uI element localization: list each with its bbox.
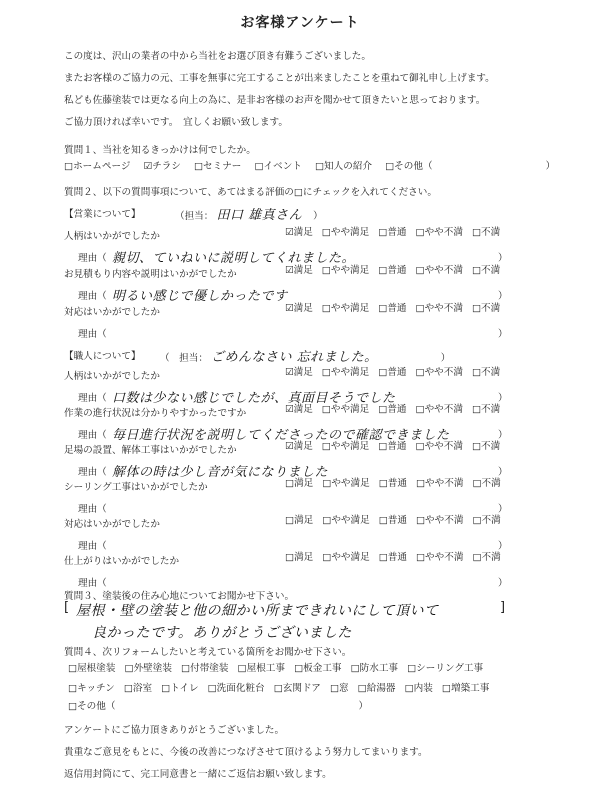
sales-rating-3 bbox=[285, 300, 509, 314]
sales-reason-label-2: 理由（ bbox=[78, 291, 107, 302]
craft-rating-6-option-3[interactable]: □普通 bbox=[378, 552, 407, 563]
sales-rating-1-option-4[interactable]: □やや不満 bbox=[415, 227, 463, 238]
craft-rating-2-option-2[interactable]: □やや満足 bbox=[321, 404, 370, 415]
sales-rating-1-option-3[interactable]: □普通 bbox=[378, 227, 407, 238]
sales-rating-1-option-5[interactable]: □不満 bbox=[471, 227, 501, 238]
q1-option-homepage[interactable]: □ホームページ bbox=[64, 161, 131, 172]
q4-option-roof-work[interactable]: □屋根工事 bbox=[237, 663, 285, 674]
q4-option-entrance-door[interactable]: □玄関ドア bbox=[273, 683, 321, 694]
q1-option-other[interactable]: □その他（ bbox=[385, 161, 433, 172]
craft-rating-1-satisfied[interactable]: ☑満足 bbox=[285, 367, 313, 378]
q4-row-2 bbox=[68, 680, 489, 694]
craft-rating-1 bbox=[285, 364, 509, 378]
craft-rating-4-option-4[interactable]: □やや不満 bbox=[415, 478, 464, 489]
craft-reason-close-5: ） bbox=[498, 541, 508, 552]
craft-staff-handwriting: ごめんなさい 忘れました。 bbox=[211, 350, 378, 365]
craft-reason-label-6: 理由（ bbox=[78, 578, 107, 589]
sales-reason-handwriting-2: 明るい感じで優しかったです bbox=[112, 289, 288, 304]
craft-rating-3 bbox=[285, 438, 509, 452]
craft-rating-4-satisfied[interactable]: □満足 bbox=[285, 478, 314, 489]
sales-rating-3-option-5[interactable]: □不満 bbox=[471, 303, 501, 314]
sales-rating-3-option-4[interactable]: □やや不満 bbox=[415, 303, 463, 314]
sales-reason-handwriting-1: 親切、ていねいに説明してくれました。 bbox=[112, 251, 356, 266]
sales-staff-handwriting: 田口 雄真さん bbox=[216, 208, 303, 223]
sales-staff-close: ） bbox=[313, 211, 323, 222]
craft-reason-close-6: ） bbox=[498, 578, 508, 589]
q3-bracket-close: ] bbox=[500, 600, 506, 615]
q1-option-event[interactable]: □イベント bbox=[254, 161, 302, 172]
craft-rating-1-option-2[interactable]: □やや満足 bbox=[321, 367, 370, 378]
q1-option-other-close: ） bbox=[545, 161, 556, 172]
q3-label: 質問３、塗装後の住み心地についてお聞かせ下さい。 bbox=[64, 591, 295, 602]
sales-question-3: 対応はいかがでしたか bbox=[64, 307, 160, 318]
sales-rating-2-satisfied[interactable]: ☑満足 bbox=[285, 265, 313, 276]
craft-rating-3-option-5[interactable]: □不満 bbox=[471, 441, 501, 452]
craft-rating-3-option-2[interactable]: □やや満足 bbox=[321, 441, 370, 452]
craft-staff-label: （ 担当： bbox=[160, 353, 208, 364]
craft-question-4: シーリング工事はいかがでしたか bbox=[64, 482, 208, 493]
q4-label: 質問４、次リフォームしたいと考えている箇所をお聞かせ下さい。 bbox=[64, 647, 352, 658]
q3-answer-line-2: 良かったです。ありがとうございました bbox=[92, 625, 352, 641]
sales-rating-3-option-2[interactable]: □やや満足 bbox=[321, 303, 370, 314]
sales-rating-1-option-2[interactable]: □やや満足 bbox=[321, 227, 370, 238]
q3-answer-line-1: 屋根・壁の塗装と他の細かい所まできれいにして頂いて bbox=[76, 603, 439, 619]
craft-reason-handwriting-3: 解体の時は少し音が気になりました bbox=[112, 465, 329, 480]
q4-option-vanity[interactable]: □洗面化粧台 bbox=[207, 683, 265, 694]
craft-rating-6-option-2[interactable]: □やや満足 bbox=[322, 552, 370, 563]
craft-rating-3-option-4[interactable]: □やや不満 bbox=[415, 441, 463, 452]
craft-reason-label-3: 理由（ bbox=[78, 467, 107, 478]
sales-rating-3-satisfied[interactable]: ☑満足 bbox=[285, 303, 313, 314]
q4-option-other[interactable]: □その他（ bbox=[68, 701, 116, 712]
q1-options bbox=[64, 158, 555, 172]
closing-line-3: 返信用封筒にて、完工同意書と一緒にご返信お願い致します。 bbox=[64, 769, 332, 780]
craft-rating-1-option-5[interactable]: □不満 bbox=[471, 367, 501, 378]
sales-staff bbox=[175, 204, 323, 223]
craft-question-5: 対応はいかがでしたか bbox=[64, 519, 160, 530]
craft-rating-3-satisfied[interactable]: ☑満足 bbox=[285, 441, 313, 452]
craft-rating-3-option-3[interactable]: □普通 bbox=[378, 441, 407, 452]
closing-line-1: アンケートにご協力頂きありがとうございました。 bbox=[64, 725, 285, 736]
closing-line-2: 貴重なご意見をもとに、今後の改善につなげさせて頂けるよう努力してまいります。 bbox=[64, 747, 428, 758]
craft-reason-label-1: 理由（ bbox=[78, 393, 107, 404]
craft-heading: 【職人について】 bbox=[64, 351, 141, 362]
q1-option-flyer[interactable]: ☑チラシ bbox=[143, 161, 181, 172]
q4-option-sheet-metal[interactable]: □板金工事 bbox=[294, 663, 342, 674]
craft-rating-5-option-2[interactable]: □やや満足 bbox=[322, 515, 370, 526]
craft-rating-2-option-5[interactable]: □不満 bbox=[471, 404, 501, 415]
craft-reason-label-5: 理由（ bbox=[78, 541, 107, 552]
sales-rating-1-satisfied[interactable]: ☑満足 bbox=[285, 227, 313, 238]
sales-question-2: お見積もり内容や説明はいかがでしたか bbox=[64, 269, 237, 280]
sales-reason-close-3: ） bbox=[498, 329, 508, 340]
craft-question-1: 人柄はいかがでしたか bbox=[64, 371, 160, 382]
q4-option-waterproof[interactable]: □防水工事 bbox=[350, 663, 399, 674]
craft-reason-label-4: 理由（ bbox=[78, 504, 107, 515]
sales-rating-2-option-2[interactable]: □やや満足 bbox=[321, 265, 370, 276]
craft-rating-2-satisfied[interactable]: ☑満足 bbox=[285, 404, 313, 415]
craft-reason-handwriting-1: 口数は少ない感じでしたが、真面目そうでした bbox=[112, 391, 396, 406]
q1-option-seminar[interactable]: □セミナー bbox=[193, 161, 242, 172]
craft-rating-4 bbox=[285, 475, 510, 489]
craft-rating-1-option-4[interactable]: □やや不満 bbox=[415, 367, 463, 378]
q4-option-wall-paint[interactable]: □外壁塗装 bbox=[124, 663, 172, 674]
sales-question-1: 人柄はいかがでしたか bbox=[64, 231, 160, 242]
craft-rating-4-option-2[interactable]: □やや満足 bbox=[322, 478, 370, 489]
craft-reason-close-3: ） bbox=[498, 467, 508, 478]
craft-reason-label-2: 理由（ bbox=[78, 430, 107, 441]
sales-rating-1 bbox=[285, 224, 509, 238]
q1-label: 質問１、当社を知るきっかけは何でしたか。 bbox=[64, 145, 256, 156]
q2-label: 質問２、以下の質問事項について、あてはまる評価の□にチェックを入れてください。 bbox=[64, 187, 437, 198]
q4-option-kitchen[interactable]: □キッチン bbox=[68, 683, 115, 694]
craft-rating-4-option-5[interactable]: □不満 bbox=[472, 478, 501, 489]
intro-line-1: この度は、沢山の業者の中から当社をお選び頂き有難うございました。 bbox=[64, 51, 371, 62]
craft-rating-5-option-3[interactable]: □普通 bbox=[378, 515, 407, 526]
q4-option-toilet[interactable]: □トイレ bbox=[161, 683, 199, 694]
intro-line-4: ご協力頂ければ幸いです。 宜しくお願い致します。 bbox=[64, 117, 288, 128]
q4-option-bath[interactable]: □浴室 bbox=[123, 683, 153, 694]
sales-rating-2 bbox=[285, 262, 509, 276]
craft-rating-6-satisfied[interactable]: □満足 bbox=[285, 552, 314, 563]
sales-staff-label: （担当： bbox=[175, 211, 214, 222]
craft-rating-5-satisfied[interactable]: □満足 bbox=[285, 515, 314, 526]
craft-rating-6 bbox=[285, 549, 510, 563]
q4-row-1 bbox=[68, 660, 483, 674]
q4-option-trim-paint[interactable]: □付帯塗装 bbox=[181, 663, 229, 674]
craft-staff-close: ） bbox=[440, 353, 451, 364]
q4-option-extension[interactable]: □増築工事 bbox=[441, 683, 490, 694]
craft-rating-2 bbox=[285, 401, 509, 415]
craft-reason-close-2: ） bbox=[498, 430, 508, 441]
q4-option-water-heater[interactable]: □給湯器 bbox=[357, 683, 396, 694]
q4-option-roof-paint[interactable]: □屋根塗装 bbox=[68, 663, 116, 674]
craft-rating-5-option-5[interactable]: □不満 bbox=[472, 515, 501, 526]
craft-rating-1-option-3[interactable]: □普通 bbox=[378, 367, 407, 378]
craft-rating-2-option-4[interactable]: □やや不満 bbox=[415, 404, 463, 415]
sales-heading: 【営業について】 bbox=[64, 209, 141, 220]
craft-question-6: 仕上がりはいかがでしたか bbox=[64, 556, 180, 567]
craft-question-3: 足場の設置、解体工事はいかがでしたか bbox=[64, 445, 237, 456]
q4-option-sealing[interactable]: □シーリング工事 bbox=[407, 663, 484, 674]
q4-row-3 bbox=[68, 698, 368, 712]
craft-reason-close-4: ） bbox=[498, 504, 508, 515]
sales-rating-2-option-5[interactable]: □不満 bbox=[471, 265, 501, 276]
intro-line-3: 私ども佐藤塗装では更なる向上の為に、是非お客様のお声を聞かせて頂きたいと思っております。 bbox=[64, 95, 486, 106]
sales-rating-2-option-4[interactable]: □やや不満 bbox=[415, 265, 463, 276]
craft-rating-5 bbox=[285, 512, 510, 526]
sales-reason-label-3: 理由（ bbox=[78, 329, 107, 340]
craft-rating-4-option-3[interactable]: □普通 bbox=[378, 478, 407, 489]
craft-rating-5-option-4[interactable]: □やや不満 bbox=[415, 515, 464, 526]
craft-reason-close-1: ） bbox=[498, 393, 508, 404]
sales-rating-3-option-3[interactable]: □普通 bbox=[378, 303, 407, 314]
page-title: お客様アンケート bbox=[240, 15, 360, 31]
q4-option-other-close: ） bbox=[358, 701, 369, 712]
craft-rating-2-option-3[interactable]: □普通 bbox=[378, 404, 407, 415]
q1-option-referral[interactable]: □知人の紹介 bbox=[314, 161, 373, 172]
q3-bracket-open: [ bbox=[64, 600, 70, 615]
craft-question-2: 作業の進行状況は分かりやすかったですか bbox=[64, 408, 247, 419]
craft-rating-6-option-5[interactable]: □不満 bbox=[472, 552, 501, 563]
craft-staff bbox=[160, 346, 450, 365]
craft-reason-handwriting-2: 毎日進行状況を説明してくださったので確認できました bbox=[112, 428, 450, 443]
sales-reason-close-1: ） bbox=[498, 253, 508, 264]
q4-option-window[interactable]: □窓 bbox=[329, 683, 349, 694]
craft-rating-6-option-4[interactable]: □やや不満 bbox=[415, 552, 464, 563]
sales-rating-2-option-3[interactable]: □普通 bbox=[378, 265, 407, 276]
q4-option-interior[interactable]: □内装 bbox=[404, 683, 433, 694]
intro-line-2: またお客様のご協力の元、工事を無事に完工することが出来ましたことを重ねて御礼申し上げます。 bbox=[64, 73, 495, 84]
sales-reason-label-1: 理由（ bbox=[78, 253, 107, 264]
sales-reason-close-2: ） bbox=[498, 291, 508, 302]
